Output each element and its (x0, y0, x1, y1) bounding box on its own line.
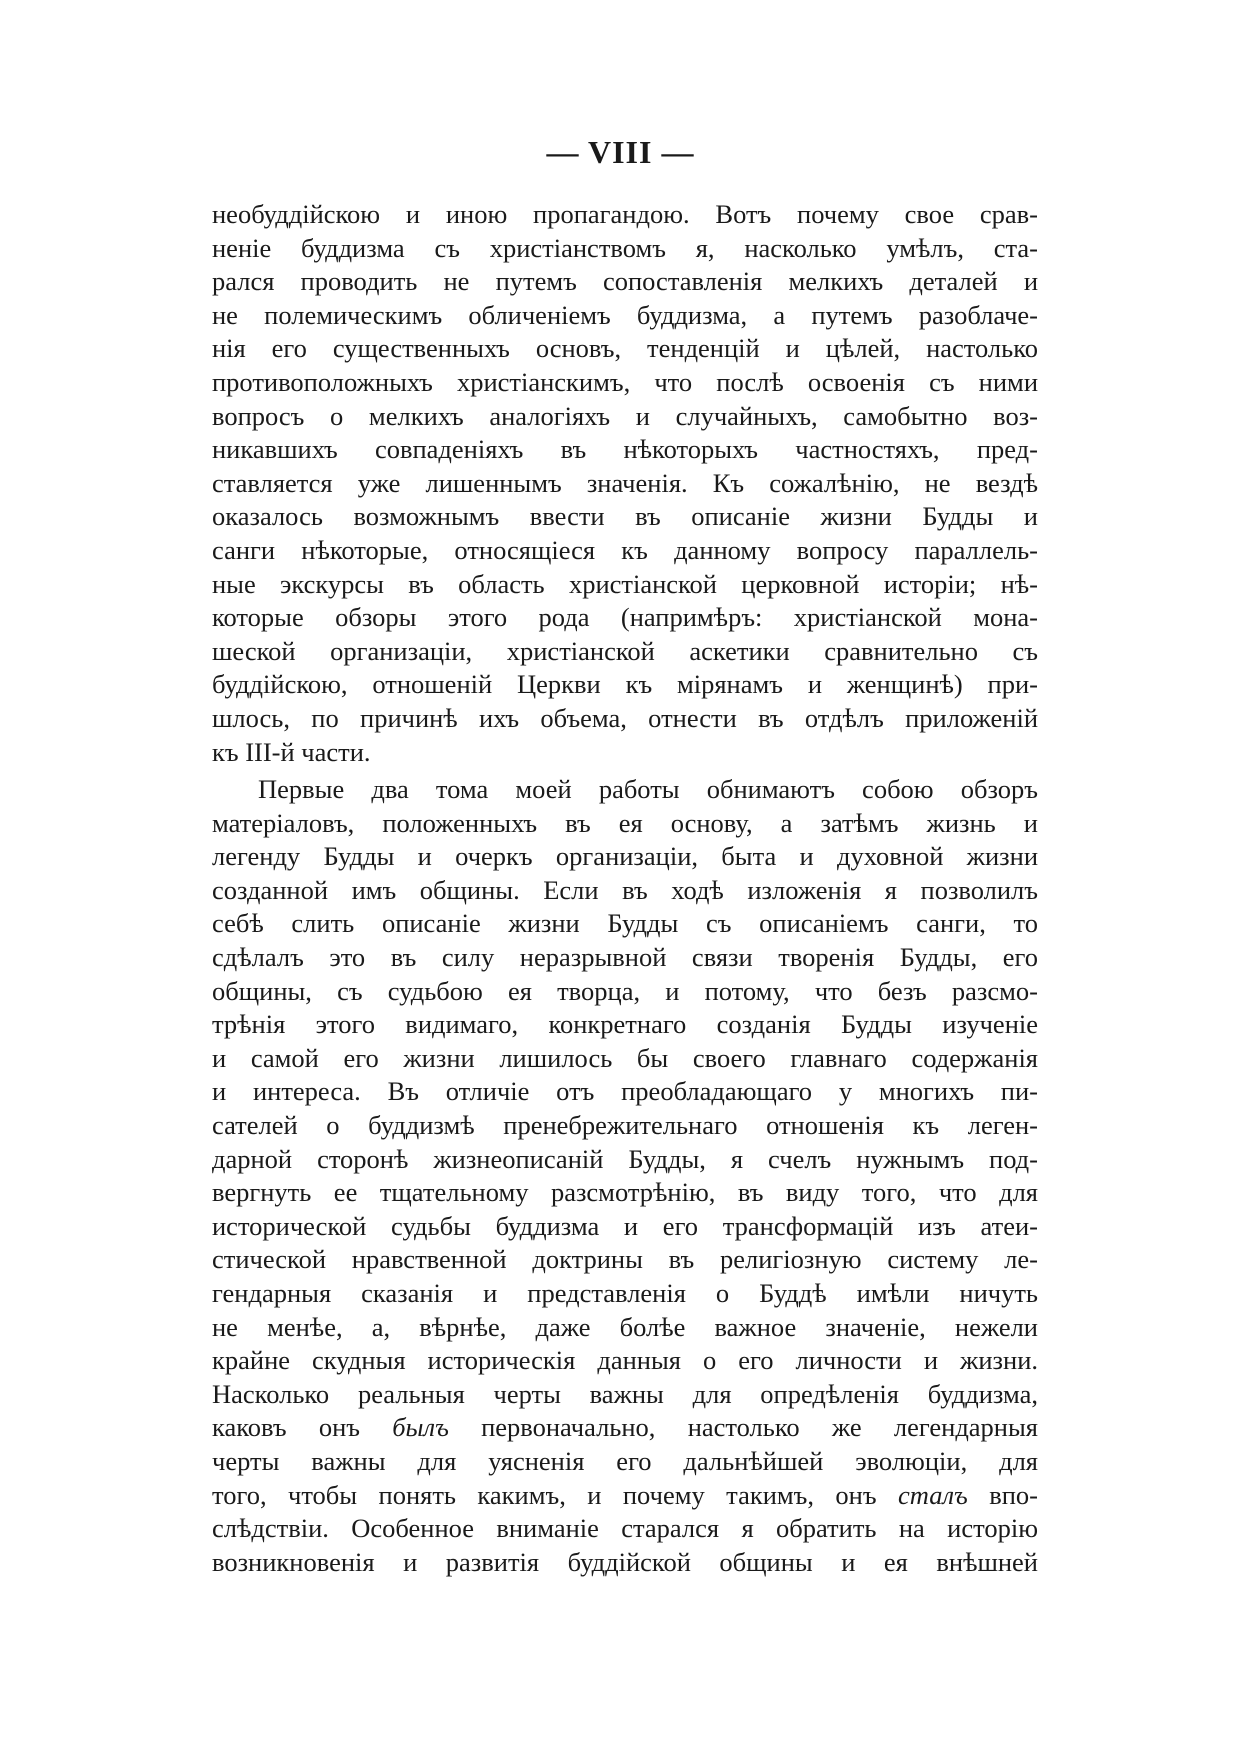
text-line: вопросъ о мелкихъ аналогіяхъ и случайныхъ, самобытно воз- (212, 400, 1038, 431)
text-line: никавшихъ совпаденіяхъ въ нѣкоторыхъ частностяхъ, пред- (212, 434, 1038, 465)
text-line: не менѣе, а, вѣрнѣе, даже болѣе важное значеніе, нежели (212, 1311, 1038, 1342)
body-text (212, 198, 1038, 1579)
text-line: неніе буддизма съ христіанствомъ я, насколько умѣлъ, ста- (212, 232, 1038, 263)
text-line: Первые два тома моей работы обнимаютъ собою обзоръ (258, 774, 1038, 805)
text-line: не полемическимъ обличеніемъ буддизма, а путемъ разоблаче- (212, 299, 1038, 330)
text-line: крайне скудныя историческія данныя о его личности и жизни. (212, 1345, 1038, 1376)
text-line: возникновенія и развитія буддійской общины и ея внѣшней (212, 1546, 1038, 1577)
text-line: буддійскою, отношеній Церкви къ мірянамъ и женщинѣ) при- (212, 669, 1038, 700)
text-segment: того, чтобы понять какимъ, и почему такимъ, онъ (212, 1479, 898, 1510)
text-line: шеской организаціи, христіанской аскетики сравнительно съ (212, 635, 1038, 666)
text-line: которые обзоры этого рода (напримѣръ: христіанской мона- (212, 602, 1038, 633)
text-line: нія его существенныхъ основъ, тенденцій и цѣлей, настолько (212, 333, 1038, 364)
text-line: созданной имъ общины. Если въ ходѣ изложенія я позволилъ (212, 874, 1038, 905)
text-line: общины, съ судьбою ея творца, и потому, что безъ разсмо- (212, 975, 1038, 1006)
text-line: сателей о буддизмѣ пренебрежительнаго отношенія къ леген- (212, 1110, 1038, 1141)
text-line: стической нравственной доктрины въ религіозную систему ле- (212, 1244, 1038, 1275)
text-line: необуддійскою и иною пропагандою. Вотъ почему свое срав- (212, 199, 1038, 229)
text-line: вергнуть ее тщательному разсмотрѣнію, въ виду того, что для (212, 1177, 1038, 1208)
text-line: гендарныя сказанія и представленія о Буддѣ имѣли ничуть (212, 1278, 1038, 1308)
text-line: противоположныхъ христіанскимъ, что послѣ освоенія съ ними (212, 366, 1038, 397)
text-line (212, 1479, 1038, 1513)
text-line: матеріаловъ, положенныхъ въ ея основу, а затѣмъ жизнь и (212, 807, 1038, 838)
text-line: и интереса. Въ отличіе отъ преобладающаго у многихъ пи- (212, 1076, 1038, 1107)
text-line: слѣдствіи. Особенное вниманіе старался я обратить на исторію (212, 1513, 1038, 1544)
text-line: ставляется уже лишеннымъ значенія. Къ сожалѣнію, не вездѣ (212, 467, 1038, 498)
text-line: оказалось возможнымъ ввести въ описаніе жизни Будды и (212, 501, 1038, 532)
paragraph-1 (212, 198, 1038, 769)
text-line: санги нѣкоторые, относящіеся къ данному вопросу параллель- (212, 534, 1038, 565)
paragraph-2 (212, 773, 1038, 1579)
text-line (212, 1411, 1038, 1445)
text-line: Насколько реальныя черты важны для опредѣленія буддизма, (212, 1378, 1038, 1409)
text-segment: каковъ онъ (212, 1412, 393, 1443)
text-line: рался проводить не путемъ сопоставленія мелкихъ деталей и (212, 266, 1038, 297)
text-line: легенду Будды и очеркъ организаціи, быта и духовной жизни (212, 841, 1038, 872)
text-line: дарной сторонѣ жизнеописаній Будды, я счелъ нужнымъ под- (212, 1143, 1038, 1174)
text-line: и самой его жизни лишилось бы своего главнаго содержанія (212, 1042, 1038, 1073)
text-line: шлось, по причинѣ ихъ объема, отнести въ отдѣлъ приложеній (212, 702, 1038, 733)
italic-word: сталъ (897, 1479, 968, 1510)
text-line: трѣнія этого видимаго, конкретнаго созданія Будды изученіе (212, 1009, 1038, 1040)
page-number: — VIII — (546, 134, 695, 170)
text-line: черты важны для уясненія его дальнѣйшей эволюціи, для (212, 1445, 1038, 1476)
text-line: себѣ слить описаніе жизни Будды съ описаніемъ санги, то (212, 908, 1038, 939)
text-line: къ III-й части. (212, 736, 371, 767)
text-segment: первоначально, настолько же легендарныя (448, 1412, 1038, 1443)
text-line: ные экскурсы въ область христіанской церковной исторіи; нѣ- (212, 568, 1038, 599)
italic-word: былъ (392, 1412, 449, 1443)
text-line: сдѣлалъ это въ силу неразрывной связи творенія Будды, его (212, 942, 1038, 973)
text-segment: впо- (967, 1479, 1038, 1510)
text-line: исторической судьбы буддизма и его трансформацій изъ атеи- (212, 1210, 1038, 1241)
